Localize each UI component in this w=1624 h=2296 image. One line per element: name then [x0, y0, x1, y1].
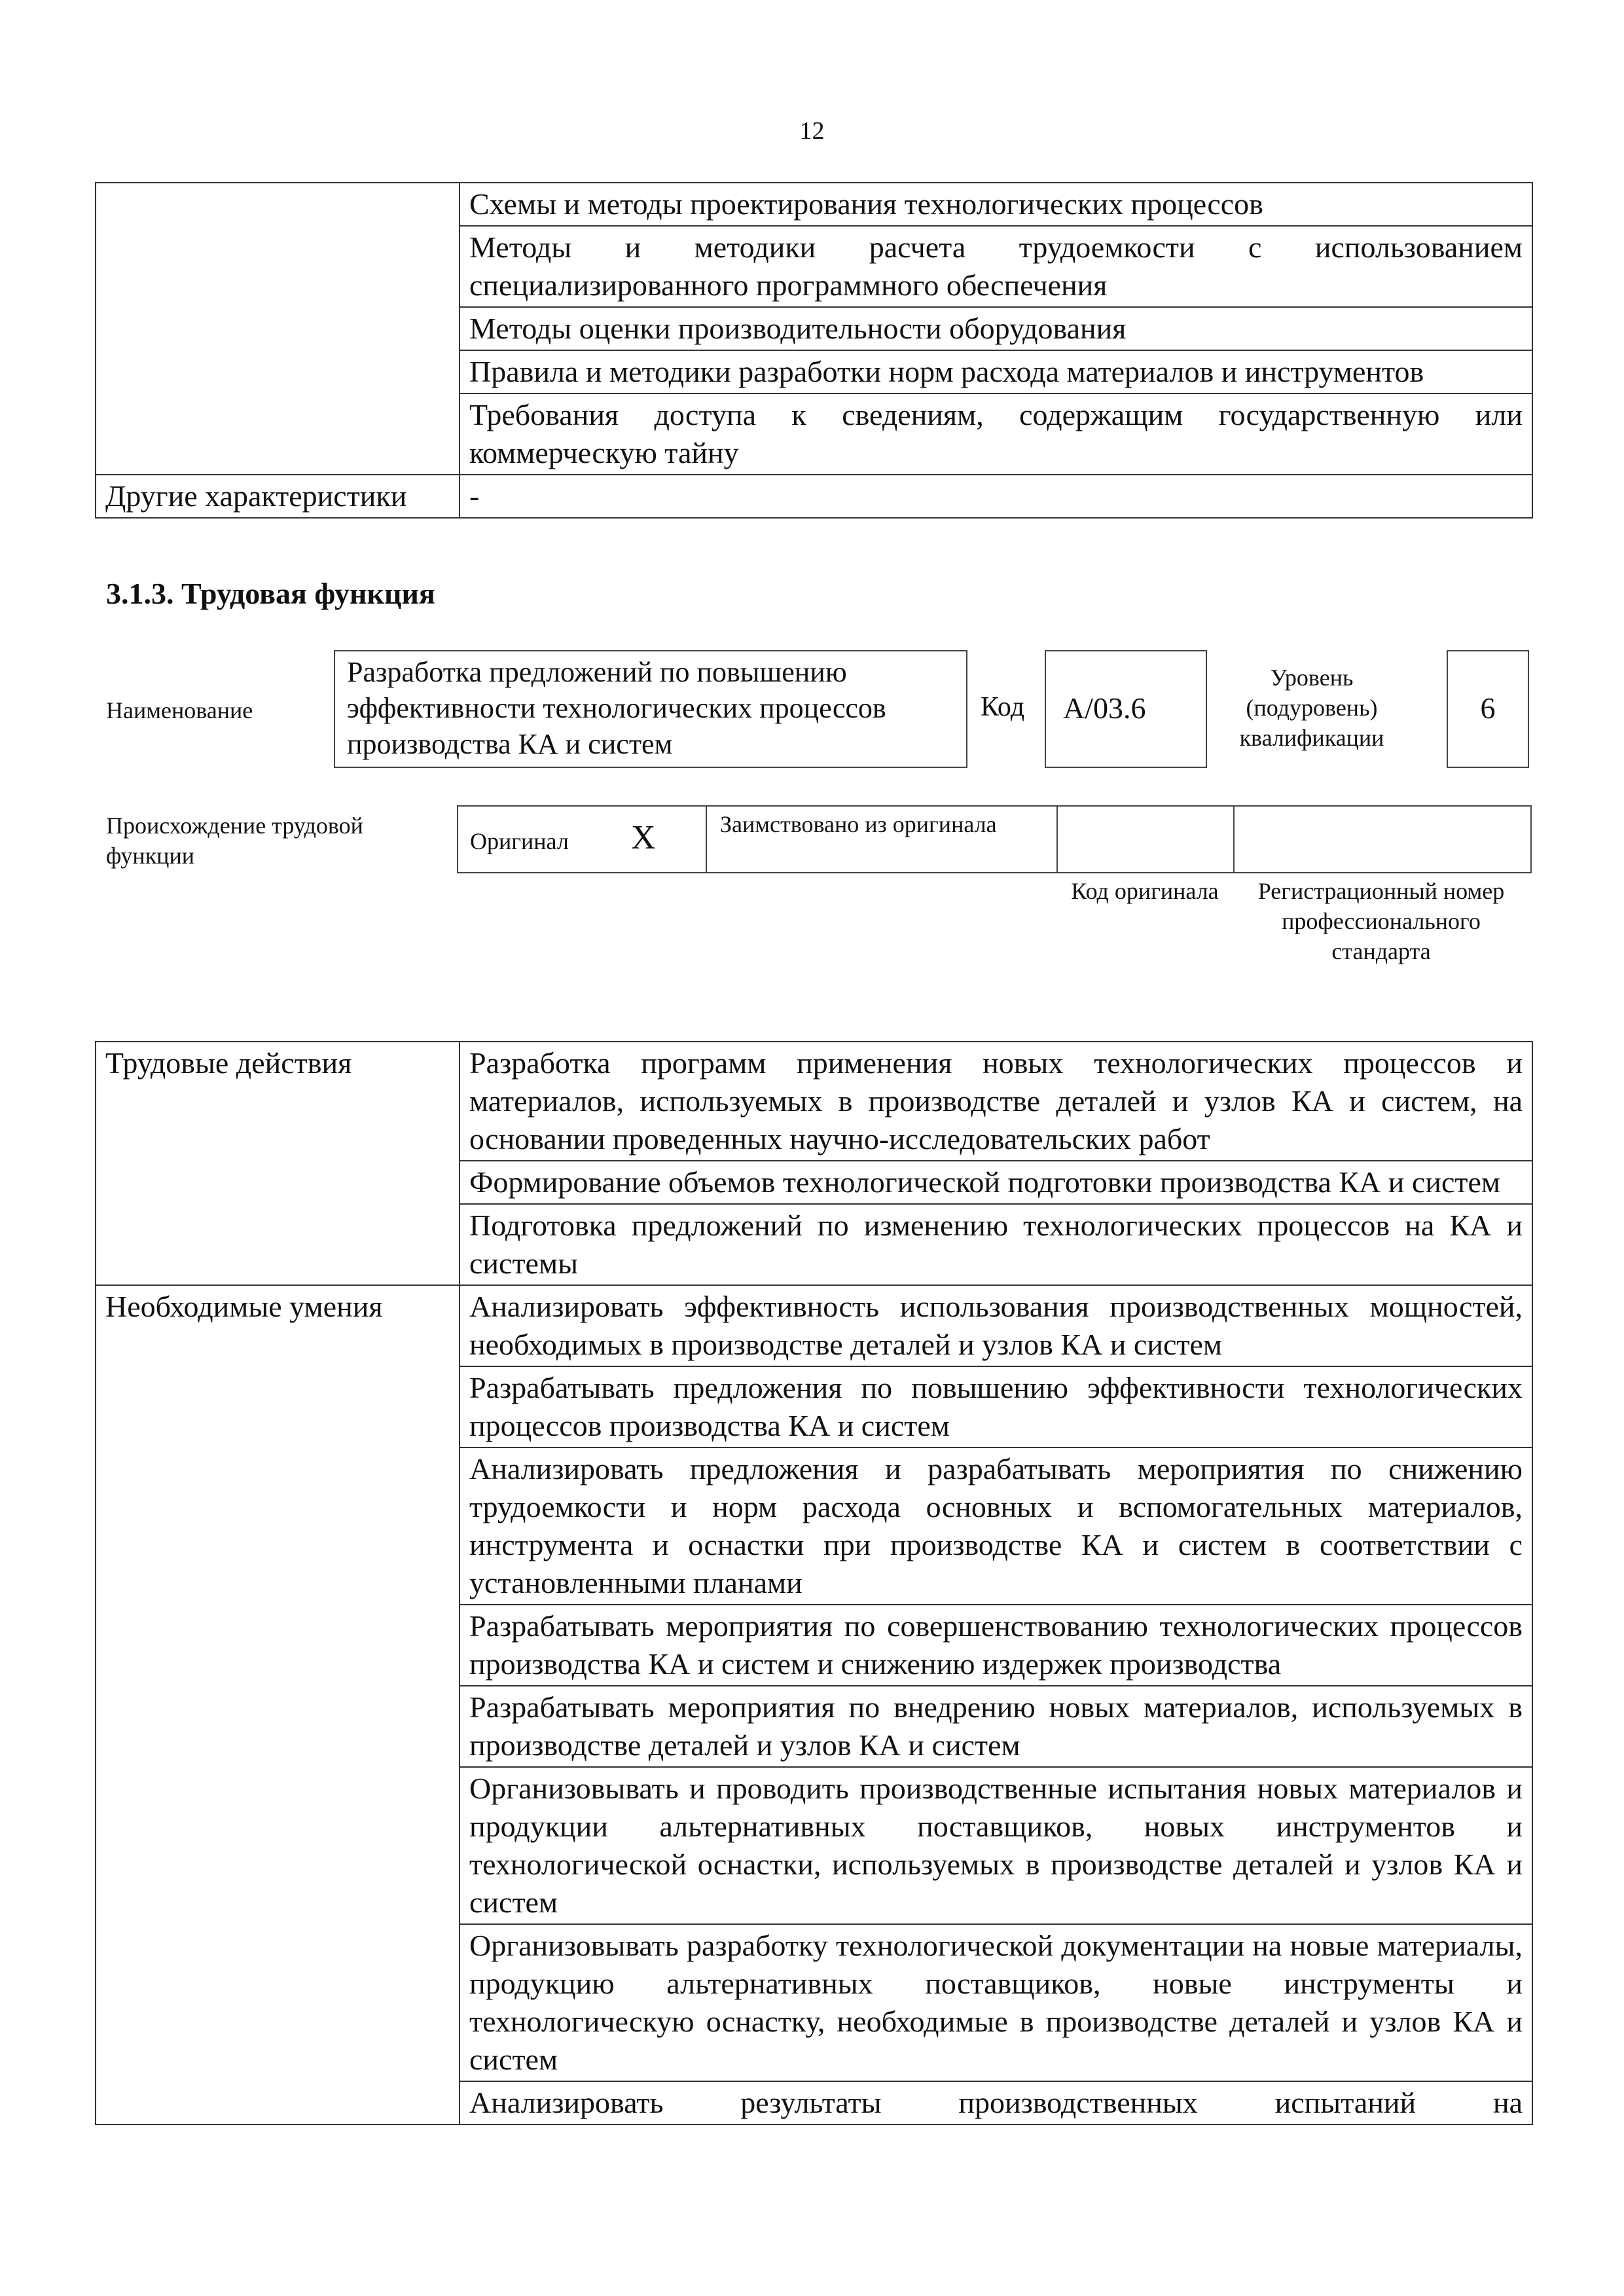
name-label: Наименование [106, 697, 253, 723]
registration-number-caption: Регистрационный номер профессионального стандарта [1257, 878, 1505, 964]
knowledge-item: Требования доступа к сведениям, содержащим государственную или коммерческую тайну [460, 393, 1532, 475]
labor-action-item: Формирование объемов технологической подготовки производства КА и систем [460, 1161, 1532, 1204]
required-skills-label: Необходимые умения [96, 1285, 460, 2124]
code-value: A/03.6 [1063, 691, 1146, 725]
code-label: Код [981, 692, 1025, 722]
labor-action-item: Подготовка предложений по изменению технологических процессов на КА и системы [460, 1204, 1532, 1285]
function-name-value: Разработка предложений по повышению эффективности технологических процессов производства КА и систем [347, 656, 886, 760]
code-original-caption: Код оригинала [1071, 878, 1219, 904]
skill-item: Организовывать разработку технологической документации на новые материалы, продукцию альтернативных поставщиков, новые инструменты и технологическую оснастку, необходимые в производстве деталей и узлов КА и систем [460, 1924, 1532, 2081]
original-mark: X [631, 819, 656, 856]
origin-label: Происхождение трудовой функции [106, 812, 363, 869]
original-label: Оригинал [470, 828, 569, 854]
skill-item: Разрабатывать предложения по повышению эффективности технологических процессов производства КА и систем [460, 1366, 1532, 1448]
knowledge-item: Схемы и методы проектирования технологических процессов [460, 183, 1532, 226]
function-name-box [334, 650, 967, 768]
level-value: 6 [1480, 691, 1496, 725]
section-heading: 3.1.3. Трудовая функция [106, 577, 435, 610]
knowledge-label-cell [96, 183, 460, 475]
origin-divider [706, 805, 707, 873]
skill-item: Разрабатывать мероприятия по внедрению новых материалов, используемых в производстве деталей и узлов КА и систем [460, 1686, 1532, 1767]
labor-actions-label: Трудовые действия [96, 1042, 460, 1285]
function-details-table [95, 1041, 1533, 2125]
knowledge-item: Методы оценки производительности оборудования [460, 307, 1532, 350]
borrowed-label: Заимствовано из оригинала [720, 811, 997, 837]
knowledge-table [95, 182, 1533, 519]
skill-item: Разрабатывать мероприятия по совершенствованию технологических процессов производства КА и систем и снижению издержек производства [460, 1605, 1532, 1686]
skill-item: Анализировать эффективность использования производственных мощностей, необходимых в производстве деталей и узлов КА и систем [460, 1285, 1532, 1366]
page-number: 12 [799, 117, 825, 145]
level-box [1447, 650, 1529, 768]
code-box [1045, 650, 1207, 768]
knowledge-item: Правила и методики разработки норм расхода материалов и инструментов [460, 350, 1532, 393]
skill-item: Анализировать предложения и разрабатывать мероприятия по снижению трудоемкости и норм расхода основных и вспомогательных материалов, инструмента и оснастки при производстве КА и систем в соответствии с установленными планами [460, 1448, 1532, 1605]
origin-divider [1056, 805, 1058, 873]
skill-item: Анализировать результаты производственных испытаний на [460, 2081, 1532, 2124]
knowledge-item: Методы и методики расчета трудоемкости с использованием специализированного программного обеспечения [460, 226, 1532, 307]
labor-action-item: Разработка программ применения новых технологических процессов и материалов, используемых в производстве деталей и узлов КА и систем, на основании проведенных научно-исследовательских работ [460, 1042, 1532, 1161]
other-characteristics-label: Другие характеристики [96, 475, 460, 518]
level-label: Уровень (подуровень) квалификации [1239, 665, 1384, 751]
skill-item: Организовывать и проводить производственные испытания новых материалов и продукции альтернативных поставщиков, новых инструментов и технологической оснастки, используемых в производстве деталей и узлов КА и систем [460, 1767, 1532, 1924]
origin-divider [1233, 805, 1235, 873]
other-characteristics-value: - [460, 475, 1532, 518]
